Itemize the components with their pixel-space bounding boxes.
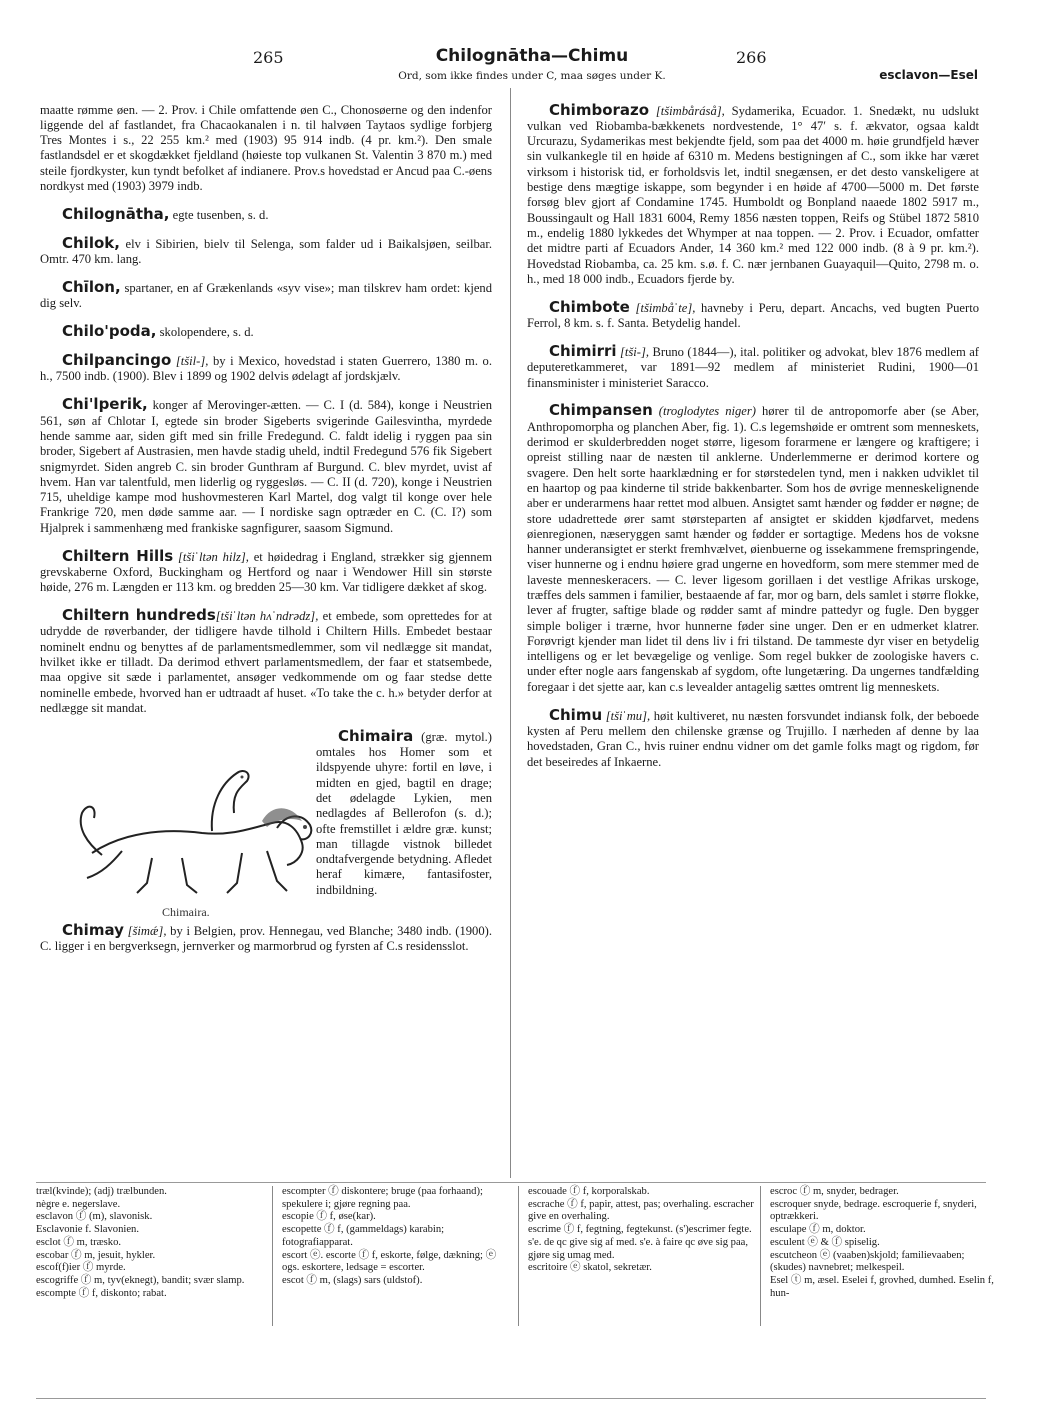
footer-entry: escompter ⓕ diskontere; bruge (paa forhaand); spekulere i; gjøre regning paa. [282,1186,483,1210]
headword: Chilpancingo [62,351,172,370]
entry-text: egte tusenben, s. d. [169,207,269,222]
page-title: Chilognātha—Chimu [435,46,629,66]
footer-entry: træl(kvinde); (adj) trælbunden. [36,1186,167,1197]
pronunciation: [tši-], [616,344,650,359]
bottom-rule [36,1398,986,1399]
headword: Chimirri [549,341,617,360]
footer-entry: esclavon ⓕ (m), slavonisk. [36,1211,153,1223]
footer-entry: escrime ⓕ f, fegtning, fegtekunst. (s')escrimer fegte. s'e. de qc give sig af med. s'e. à faire qc øve sig paa, gjøre sig umag med. [528,1224,752,1261]
footer-entry: escutcheon ⓔ (vaaben)skjold; familievaaben; (skudes) navnebret; melkespeil. [770,1249,965,1274]
entry-text: Sydamerika, Ecuador. 1. Snedækt, nu udslukt vulkan ved Riobamba-bækkenets nordvestende, 1° 47′ s. f. ækvator, ogsaa kaldt Urcurazu, Sydamerikas mest bekjendte fjeld, som paa det 4000 m. høie grundfjeld hæver sin vulkankegle til en høide af 6310 m. Medens bestigningen af C., som ikke har været virksom i historisk tid, er forholdsvis let, indtil snegænsen, er det desto vanskeligere at bestige dens mægtige iskappe, som begynder i en høide af 4700—5000 m. Det første forsøg blev gjort af Condamine 1745. Humboldt og Bonpland naaede 1802 5917 m., Boussingault og Hall 1831 6004, Remy 1856 næsten toppen, Reifs og Stübel 1872 5810 m., endelig 1880 lykkedes det Whymper at naa toppen. — 2. Prov. i Ecuador, omfatter det midtre parti af Ecuadors Ander, 14 360 km.² med 122 000 indb. (8 à 9 pr. km.²). Hovedstad Riobamba, ca. 25 km. s.ø. f. C. nær jernbanen Guayaquil—Quito, 2798 m. o. h., med 18 000 indb., Ecuadors fjerde by. [527,103,979,286]
footer-entry: escroquer snyde, bedrage. escroquerie f, snyderi, optrækkeri. [770,1198,977,1223]
entry-text: konger af Merovinger-ætten. — C. I (d. 584), konge i Neustrien 561, søn af Chlotar I, egtede sin broder Sigeberts svigerinde Gailesvintha, myrdede hende samme aar, siden gift med sin frille Fredegund. C. faldt idelig i ryggen paa sin broder, Sigebert af Austrasien, men havde stadig uheld, indtil Fredegund 576 fik Sigebert snigmyrdet. Siden angreb C. sin broder Gunthram af Burgund. C. blev myrdet, uvist af hvem. Han var talentfuld, men liderlig og ryggesløs. — C. II (d. 720), konge i Neustrien 715, uheldige kampe mod hushovmesteren Karl Martel, dog valgt til konge over hele Frankrige 720, men døde samme aar. — I nordiske sagn optræder en C. (C. I?) som Hjalprek i sammenhæng med frankiske sagnfigurer, saasom Sigmund. [40,398,492,535]
pronunciation: [tšimbåˈte], [629,300,696,315]
footer-divider [272,1186,273,1326]
figure-caption: Chimaira. [162,905,210,920]
pronunciation: [tšiˈmu], [602,708,651,723]
entry-text: skolopendere, s. d. [156,325,254,340]
footer-divider [518,1186,519,1326]
entry-text: elv i Sibirien, bielv til Selenga, som falder ud i Baikalsjøen, seilbar. Omtr. 470 km. lang. [40,236,492,267]
footer-entry: esclot ⓕ m, træsko. [36,1236,122,1248]
pronunciation: (troglodytes niger) [652,404,756,419]
footer-entry: nègre e. negerslave. [36,1198,121,1210]
entry-chilon [40,280,492,312]
entry-chiltern-hundreds [40,608,492,716]
footer-column-2 [282,1186,510,1288]
dictionary-footer [0,1186,1064,1386]
entry-chilperik [40,397,492,536]
right-column [527,90,979,1180]
entry-text: et høidedrag i England, strækker sig gjennem grevskaberne Oxford, Buckingham og Hertford og naar i Wendower Hill sin største høide, 276 m. Længden er 113 km. og bredden 25—30 km. Var tidligere dækket af skog. [40,549,492,595]
headword: Chilo'poda, [62,322,157,341]
footer-entry: esculape ⓕ m, doktor. [770,1224,866,1236]
entry-chimborazo [527,100,979,288]
footer-entry: escopette ⓕ f, (gammeldags) karabin; fotografiapparat. [282,1224,445,1248]
pronunciation: [tšimbåráså], [649,103,725,118]
entry-text: havneby i Peru, depart. Ancachs, ved bugten Puerto Ferrol, 8 km. s. f. Santa. Betydelig handel. [527,300,979,331]
footer-entry: escogriffe ⓕ m, tyv(eknegt), bandit; svær slamp. [36,1274,245,1286]
footer-entry: escritoire ⓔ skatol, sekretær. [528,1262,652,1274]
entry-text: (græ. mytol.) omtales hos Homer som et ildspyende uhyre: fortil en løve, i midten en gjed, bagtil en drage; det ødelagde Lykien, men nedlagdes af Bellerofon (s. d.); ofte fremstillet i ældre græ. kunst; man tillagde vistnok billedet ondtafvergende betydning. Afledet heraf kimære, fantasifoster, indbildning. [316,729,492,897]
footer-column-3 [528,1186,756,1275]
footer-divider [760,1186,761,1326]
footer-entry: Esel ⓣ m, æsel. Eselei f, grovhed, dumhed. Eselin f, hun- [770,1274,994,1299]
footer-entry: escof(f)ier ⓕ myrde. [36,1262,126,1274]
footer-entry: escroc ⓕ m, snyder, bedrager. [770,1186,899,1197]
footer-entry: escopie ⓕ f, øse(kar). [282,1211,376,1223]
footer-entry: escouade ⓕ f, korporalskab. [528,1186,650,1197]
entry-text: hører til de antropomorfe aber (se Aber, Anthropomorpha og planchen Aber, fig. 1). C.s legemshøide er omtrent som menneskets, derimod er skulderbredden noget større, ligesom forarmene er længere og kraftigere; i opreist stilling naar de næsten til anklerne. Underlemmerne er derimod kortere og svagere. Den helt sorte haarklædning er for størstedelen tynd, men i nakken udviklet til en haartop og paa kinderne til stride bakkenbarter. Som hos de øvrige menneskelignende aber er underarmens haar rettet mod albuen. Ansigtet samt hænder og fødder er nøgne; de store udadrettede ører samt størsteparten af ansigtet er skidden kjødfarvet, medens øienregionen, næseryggen samt hænder og fødder er sortagtige. Medens hos de voksne hanner underansigtet er sterkt fremhvælvet, øienbuerne og issekammene fremspringende, viser hunnerne og i endnu høiere grad ungerne en hovedform, som mere stemmer med de laveste menneskeracers. — C. lever ligesom gorillaen i det vestlige Afrikas urskoge, træffes dels sammen i familier, bestaaende af far, mor og barn, dels samlet i større flokke, lever af frugter, saftige blade og rødder samt af mindre pattedyr og fugle. Den bygger simple boliger i trærne, hvor hunnerne føder sine unger. Den er en udmerket klatrer. Forøvrigt kjender man lidet til dens liv i fri tilstand. De tammeste dyr viser en betydelig intelligens og er let bevægelige og venlige. Som regel bukker de zoologiske havers c. under efter nogle aars fangenskab af sygdom, ofte lungetæring. Da ungernes tandfælding foregaar i det sjette aar, kan c.s levealder antagelig sættes omtrent lig menneskets. [527,404,979,694]
entry-chimu [527,705,979,770]
entry-chimbote [527,297,979,332]
footer-column-4 [770,1186,998,1300]
headword: Chimbote [549,297,630,316]
header-note: Ord, som ikke findes under C, maa søges under K. [398,70,666,82]
footer-entry: escobar ⓕ m, jesuit, hykler. [36,1249,156,1261]
footer-entry: escot ⓕ m, (slags) sars (uldstof). [282,1274,423,1286]
headword: Chimaira [338,726,414,745]
headword: Chimu [549,705,603,724]
pronunciation: [tšil-], [171,354,209,369]
entry-text: by i Mexico, hovedstad i staten Guerrero, 1380 m. o. h., 7500 indb. (1900). Blev i 1899 og 1902 delvis ødelagt af jordskjælv. [40,354,492,384]
headword: Chilognātha, [62,204,170,223]
entry-chimpansen [527,403,979,695]
footer-entry: escompte ⓕ f, diskonto; rabat. [36,1287,167,1299]
entry-chimaira [40,726,492,920]
entry-chilok [40,233,492,268]
footer-entry: esculent ⓔ & ⓕ spiselig. [770,1236,880,1248]
entry-chimirri [527,341,979,391]
entry-text: et embede, som oprettedes for at udrydde de røverbander, der tidligere havde tilhold i Chiltern Hills. Embedet bestaar nominelt endnu og benyttes af de parlamentsmedlemmer, som vil nedlægge sit mandat, hvilket ikke er tilladt. Da derimod ethvert parlamentsmedlem, der faar et statsembede, maa opgive sit sæde i parlamentet, ansøger vedkommende om og faar stedse dette nominelle embede, hvorved han er udtraadt af huset. «To take the c. h.» betyder derfor at nedlægge sit mandat. [40,609,492,715]
entry-chilognatha [40,204,492,223]
entry-text: Bruno (1844—), ital. politiker og advokat, blev 1876 medlem af deputeretkammeret, var 1891—92 medlem af ministeriet Rudini, 1900—01 finansminister i ministeriet Saracco. [527,344,979,390]
headword: Chi'lperik, [62,395,148,414]
intro-text: maatte rømme øen. — 2. Prov. i Chile omfattende øen C., Chonosøerne og den indenfor liggende del af fastlandet, fra Chacaokanalen i n. til halvøen Taytaos sydlige forbjerg Tres Montes i s., 22 255 km.² med (1903) 95 914 indb. (4 pr. km.²). Den smale fastlandsdel er et skogdækket fjeldland (høieste top vulkanen St. Valentin 3 870 m.) med steile fjordkyster, kun tyndt befolket af indianere. Prov.s hovedstad er Ancud paa C.-øens nordkyst med (1903) 3979 indb. [40,102,492,194]
headword: Chiltern Hills [62,546,174,565]
footer-rule [36,1182,986,1183]
footer-entry: Esclavonie f. Slavonien. [36,1224,139,1236]
chimaira-illustration [62,733,330,903]
pronunciation: [šimǽ], [123,923,167,938]
page-number-right: 266 [736,48,767,67]
page-header [0,0,1064,80]
entry-chilpancingo [40,353,492,385]
entry-text: by i Belgien, prov. Hennegau, ved Blanche; 3480 indb. (1900). C. ligger i en bergverksegn, jernverker og marmorbrud og fyrsten af C.s residensslot. [40,923,492,954]
headword: Chimpansen [549,401,653,420]
footer-entry: escort ⓔ. escorte ⓕ f, eskorte, følge, dækning; ⓔ ogs. eskortere, ledsage = escorter. [282,1249,497,1274]
headword: Chiltern hundreds [62,606,216,625]
pronunciation: [tšiˈltən hʌˈndrədz], [215,609,319,624]
footer-entry: escrache ⓕ f, papir, attest, pas; overhaling. escracher give en overhaling. [528,1198,754,1223]
headword: Chimay [62,920,124,939]
headword: Chīlon, [62,278,121,297]
column-divider [510,88,511,1178]
entry-text: høit kultiveret, nu næsten forsvundet indiansk folk, der beboede kysten af Peru mellem den chilenske grænse og Trujillo. I nærheden af denne by laa hovedstaden, Gran C., hvis ruiner endnu vidner om det gamle folks magt og rigdom, før det beseiredes af Inkaerne. [527,708,979,769]
entry-chiltern-hills [40,546,492,596]
headword: Chimborazo [549,100,650,119]
entry-text: spartaner, en af Grækenlands «syv vise»; man tilskrev ham ordet: kjend dig selv. [40,281,492,311]
left-column [40,90,492,1180]
headword: Chilok, [62,233,120,252]
guide-words: esclavon—Esel [879,68,978,82]
pronunciation: [tšiˈltən hilz], [173,549,249,564]
entry-chimay [40,920,492,955]
page-number-left: 265 [253,48,284,67]
chimaira-figure [40,733,308,923]
entry-chilopoda [40,324,492,340]
footer-column-1 [36,1186,264,1300]
